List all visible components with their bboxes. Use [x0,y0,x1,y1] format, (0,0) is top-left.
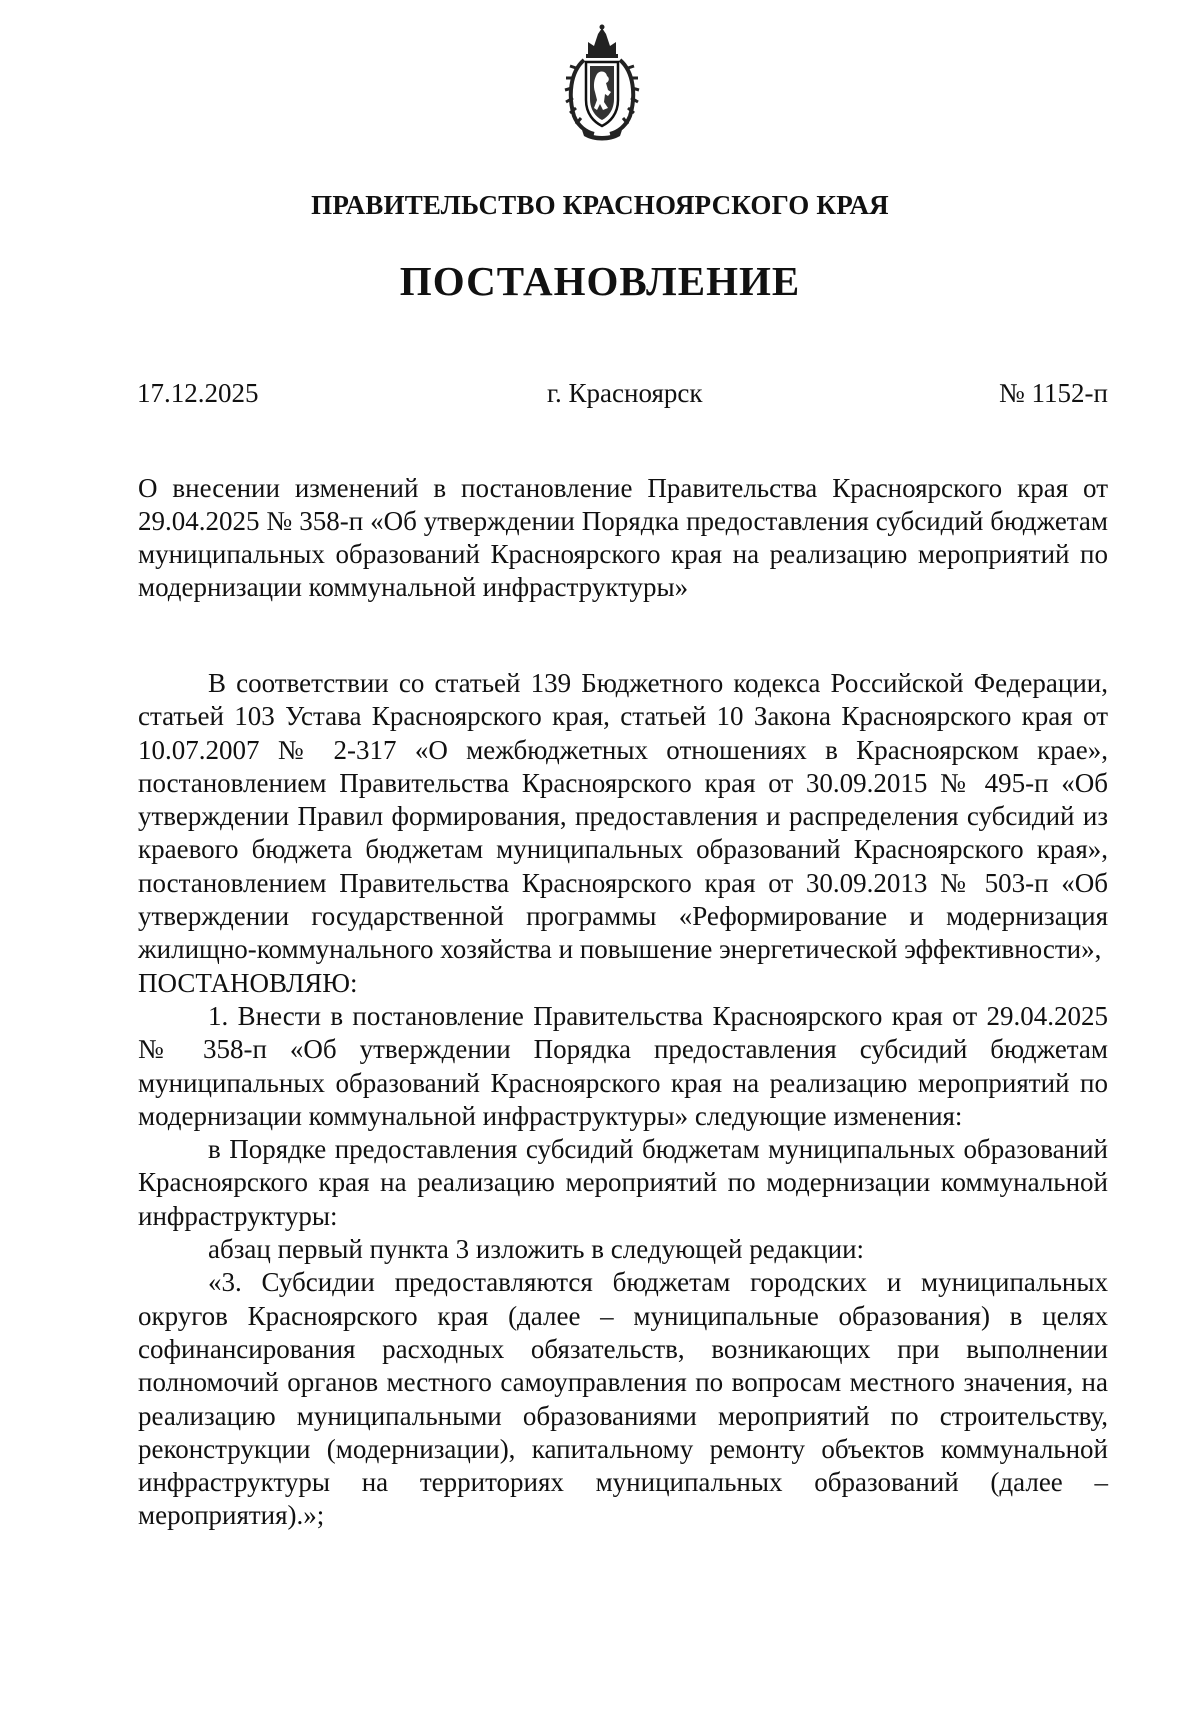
document-date: 17.12.2025 [137,378,259,408]
item-1-paragraph: 1. Внести в постановление Правительства Красноярского края от 29.04.2025 № 358-п «Об утверждении Порядка предоставления субсидий бюджетам муниципальных образований Красноярского края на реализацию мероприятий по модернизации коммунальной инфраструктуры» следующие изменения: [138,1000,1108,1131]
document-body [138,667,1108,1533]
procedure-paragraph: в Порядке предоставления субсидий бюджетам муниципальных образований Красноярского края на реализацию мероприятий по модернизации коммунальной инфраструктуры: [138,1134,1108,1231]
coat-of-arms-emblem [564,24,640,142]
preamble-paragraph: В соответствии со статьей 139 Бюджетного кодекса Российской Федерации, статьей 103 Устава Красноярского края, статьей 10 Закона Красноярского края от 10.07.2007 № 2-317 «О межбюджетных отношениях в Красноярском крае», постановлением Правительства Красноярского края от 30.09.2015 № 495-п «Об утверждении Правил формирования, предоставления и распределения субсидий из краевого бюджета бюджетам муниципальных образований Красноярского края», постановлением Правительства Красноярского края от 30.09.2013 № 503-п «Об утверждении государственной программы «Реформирование и модернизация жилищно-коммунального хозяйства и повышение энергетической эффективности», [138,668,1108,965]
document-title: О внесении изменений в постановление Правительства Красноярского края от 29.04.2025 № 358-п «Об утверждении Порядка предоставления субсидий бюджетам муниципальных образований Красноярского края на реализацию мероприятий по модернизации коммунальной инфраструктуры» [138,473,1108,602]
new-clause-3-paragraph: «3. Субсидии предоставляются бюджетам городских и муниципальных округов Красноярского края (далее – муниципальные образования) в целях софинансирования расходных обязательств, возникающих при выполнении полномочий органов местного самоуправления по вопросам местного значения, на реализацию муниципальными образованиями мероприятий по строительству, реконструкции (модернизации), капитальному ремонту объектов коммунальной инфраструктуры на территориях муниципальных образований (далее – мероприятия).»; [138,1267,1108,1531]
resolution-word: ПОСТАНОВЛЯЮ: [138,967,358,998]
document-city: г. Красноярск [547,378,703,408]
document-type: ПОСТАНОВЛЕНИЕ [399,258,801,304]
paragraph-instruction: абзац первый пункта 3 изложить в следующей редакции: [208,1234,865,1265]
document-number: № 1152-п [999,378,1108,408]
organization-name: ПРАВИТЕЛЬСТВО КРАСНОЯРСКОГО КРАЯ [311,190,889,220]
